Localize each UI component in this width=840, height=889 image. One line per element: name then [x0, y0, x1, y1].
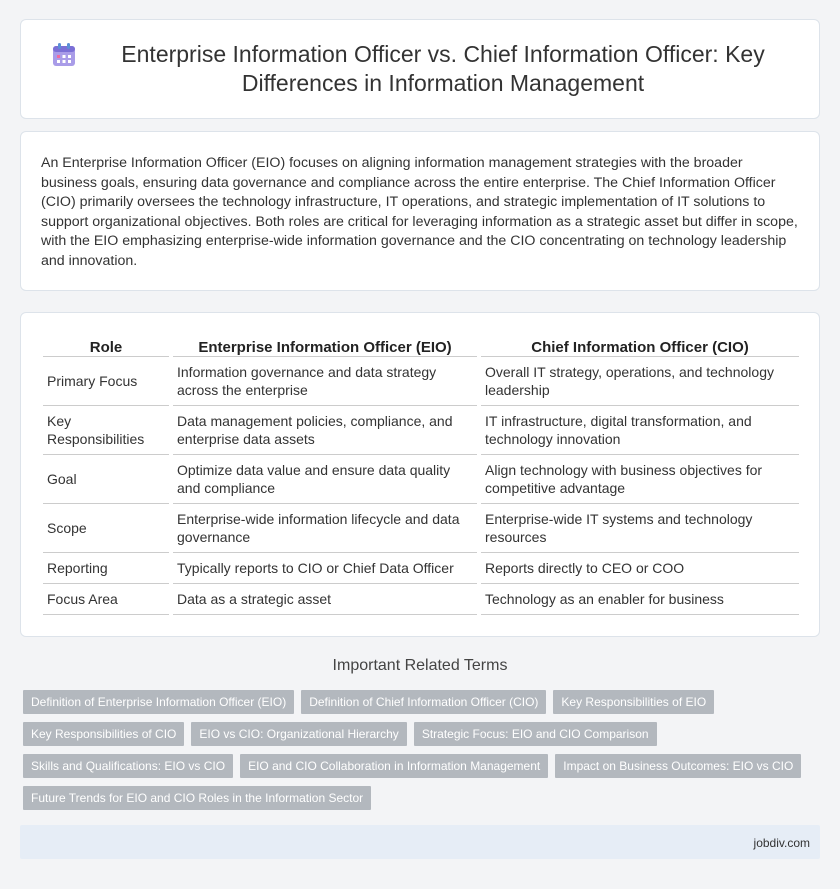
header-eio: Enterprise Information Officer (EIO): [173, 331, 477, 357]
page-title: Enterprise Information Officer vs. Chief Information Officer: Key Differences in Information Management: [121, 41, 765, 96]
table-row: [43, 357, 799, 406]
cio-cell: Overall IT strategy, operations, and technology leadership: [481, 357, 799, 406]
cio-cell: Technology as an enabler for business: [481, 584, 799, 615]
calendar-icon: [51, 42, 77, 68]
related-term-tag[interactable]: Key Responsibilities of EIO: [553, 690, 714, 714]
related-term-tag[interactable]: Definition of Chief Information Officer (CIO): [301, 690, 546, 714]
header-card: [20, 19, 820, 119]
eio-cell: Optimize data value and ensure data quality and compliance: [173, 455, 477, 504]
row-label: Key Responsibilities: [43, 406, 169, 455]
row-label: Focus Area: [43, 584, 169, 615]
related-term-tag[interactable]: EIO vs CIO: Organizational Hierarchy: [191, 722, 406, 746]
related-term-tag[interactable]: Skills and Qualifications: EIO vs CIO: [23, 754, 233, 778]
eio-cell: Data management policies, compliance, and enterprise data assets: [173, 406, 477, 455]
eio-cell: Typically reports to CIO or Chief Data Officer: [173, 553, 477, 584]
eio-cell: Information governance and data strategy across the enterprise: [173, 357, 477, 406]
intro-text: An Enterprise Information Officer (EIO) focuses on aligning information management strategies with the broader business goals, ensuring data governance and compliance across the entire enterprise. The Chief Information Officer (CIO) primarily oversees the technology infrastructure, IT operations, and strategic implementation of IT solutions to support organizational objectives. Both roles are critical for leveraging information as a strategic asset but differ in scope, with the EIO emphasizing enterprise-wide information governance and the CIO concentrating on technology leadership and innovation.: [41, 155, 798, 269]
table-row: [43, 406, 799, 455]
header-cio: Chief Information Officer (CIO): [481, 331, 799, 357]
table-row: [43, 584, 799, 615]
eio-cell: Data as a strategic asset: [173, 584, 477, 615]
table-header-row: [43, 331, 799, 357]
related-term-tag[interactable]: Future Trends for EIO and CIO Roles in the Information Sector: [23, 786, 371, 810]
table-row: [43, 504, 799, 553]
cio-cell: IT infrastructure, digital transformation, and technology innovation: [481, 406, 799, 455]
cio-cell: Reports directly to CEO or COO: [481, 553, 799, 584]
row-label: Scope: [43, 504, 169, 553]
title-wrap: [51, 40, 789, 98]
related-term-tag[interactable]: Key Responsibilities of CIO: [23, 722, 184, 746]
comparison-table: [39, 331, 803, 615]
comparison-table-card: [20, 312, 820, 637]
row-label: Primary Focus: [43, 357, 169, 406]
related-term-tag[interactable]: Strategic Focus: EIO and CIO Comparison: [414, 722, 657, 746]
site-name[interactable]: jobdiv.com: [753, 836, 810, 850]
header-role: Role: [43, 331, 169, 357]
related-term-tag[interactable]: Impact on Business Outcomes: EIO vs CIO: [555, 754, 801, 778]
related-term-tag[interactable]: EIO and CIO Collaboration in Information Management: [240, 754, 548, 778]
footer: [20, 825, 820, 859]
cio-cell: Enterprise-wide IT systems and technology resources: [481, 504, 799, 553]
row-label: Goal: [43, 455, 169, 504]
related-terms-list: [23, 690, 823, 818]
cio-cell: Align technology with business objectives for competitive advantage: [481, 455, 799, 504]
row-label: Reporting: [43, 553, 169, 584]
table-row: [43, 553, 799, 584]
table-row: [43, 455, 799, 504]
related-terms-title: Important Related Terms: [332, 657, 508, 674]
eio-cell: Enterprise-wide information lifecycle and data governance: [173, 504, 477, 553]
intro-card: [20, 131, 820, 291]
related-term-tag[interactable]: Definition of Enterprise Information Officer (EIO): [23, 690, 294, 714]
